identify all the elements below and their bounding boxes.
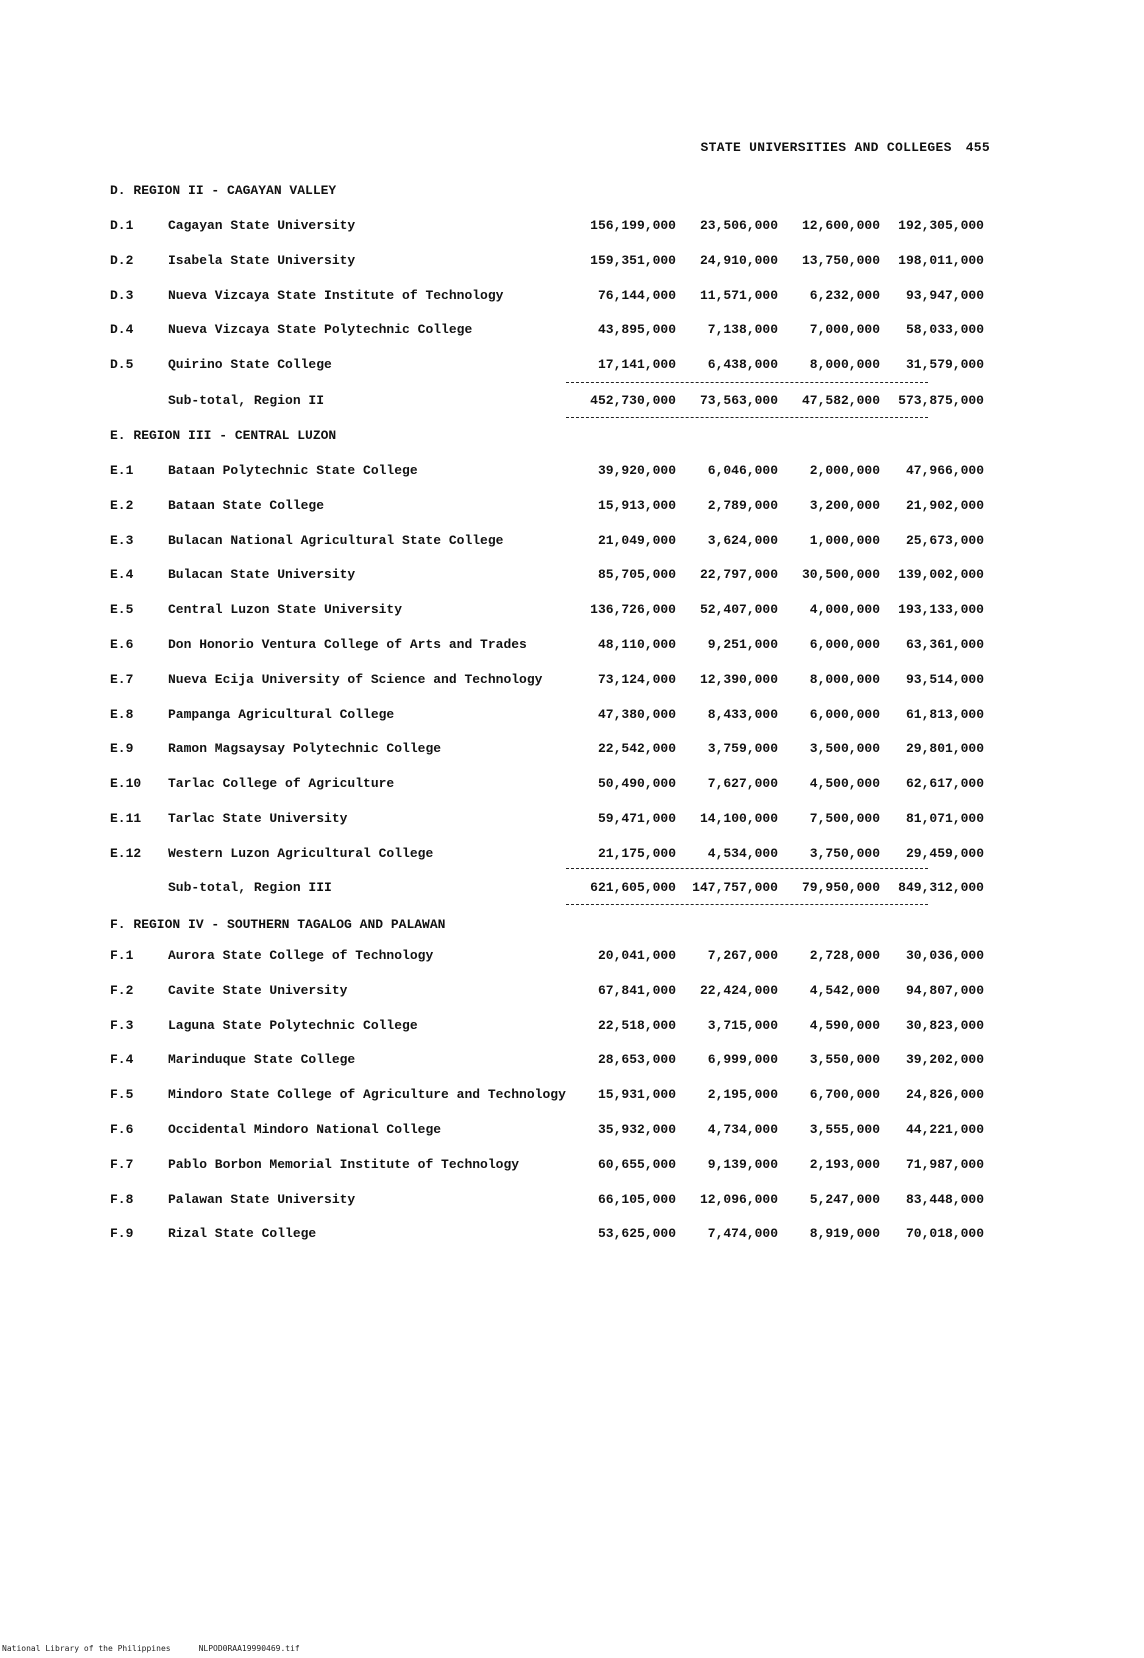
row-code: E.4 [110, 567, 134, 583]
amount-col-2: 2,195,000 [707, 1087, 778, 1103]
amount-col-2: 22,797,000 [699, 567, 778, 583]
table-row [0, 533, 1144, 555]
table-row [0, 983, 1144, 1005]
amount-col-1: 21,049,000 [597, 532, 676, 548]
amount-col-4: 81,071,000 [905, 811, 984, 826]
amount-col-2: 12,096,000 [699, 1191, 778, 1207]
amount-col-3: 3,200,000 [809, 497, 880, 513]
row-code: E.7 [110, 671, 134, 687]
table-row [0, 948, 1144, 970]
institution-name: Marinduque State College [168, 1052, 356, 1068]
table-row [0, 637, 1144, 659]
amount-col-4: 39,202,000 [905, 1052, 984, 1068]
amount-col-1: 159,351,000 [590, 252, 676, 268]
row-code: F.4 [110, 1052, 134, 1068]
row-code: D.5 [110, 357, 134, 373]
amount-col-2: 9,139,000 [707, 1156, 778, 1172]
amount-col-3: 5,247,000 [809, 1191, 880, 1207]
row-code: F.1 [110, 948, 134, 963]
row-code: E.11 [110, 811, 142, 826]
institution-name: Bulacan State University [168, 567, 356, 583]
amount-col-4: 193,133,000 [898, 602, 984, 618]
amount-col-2: 6,046,000 [707, 463, 778, 478]
amount-col-4: 21,902,000 [905, 497, 984, 513]
amount-col-3: 6,000,000 [809, 637, 880, 652]
institution-name: Pampanga Agricultural College [168, 706, 395, 722]
amount-col-4: 30,036,000 [905, 948, 984, 963]
amount-col-4: 93,947,000 [905, 287, 984, 303]
table-row [0, 741, 1144, 763]
amount-col-2: 2,789,000 [707, 497, 778, 513]
amount-col-3: 12,600,000 [801, 218, 880, 233]
amount-col-4: 47,966,000 [905, 463, 984, 478]
amount-col-1: 39,920,000 [597, 463, 676, 478]
table-row [0, 776, 1144, 798]
amount-col-3: 2,728,000 [809, 948, 880, 963]
amount-col-3: 4,542,000 [809, 982, 880, 998]
amount-col-4: 63,361,000 [905, 637, 984, 652]
amount-col-1: 76,144,000 [597, 287, 676, 303]
amount-col-1: 28,653,000 [597, 1052, 676, 1068]
amount-col-3: 3,750,000 [809, 845, 880, 861]
table-row [0, 1122, 1144, 1144]
amount-col-1: 47,380,000 [597, 706, 676, 722]
table-row [0, 218, 1144, 240]
table-row [0, 811, 1144, 833]
amount-col-2: 3,624,000 [707, 532, 778, 548]
amount-col-4: 192,305,000 [898, 218, 984, 233]
amount-col-4: 94,807,000 [905, 982, 984, 998]
amount-col-1: 452,730,000 [590, 393, 676, 408]
institution-name: Laguna State Polytechnic College [168, 1017, 418, 1033]
table-row [0, 567, 1144, 589]
row-code: F.7 [110, 1156, 134, 1172]
institution-name: Pablo Borbon Memorial Institute of Technology [168, 1156, 520, 1172]
header-title: STATE UNIVERSITIES AND COLLEGES [700, 140, 952, 155]
amount-col-4: 93,514,000 [905, 671, 984, 687]
total-rule [566, 382, 928, 383]
institution-name: Bataan State College [168, 497, 325, 513]
row-code: D.3 [110, 287, 134, 303]
institution-name: Nueva Vizcaya State Institute of Technology [168, 287, 504, 303]
amount-col-2: 6,438,000 [707, 357, 778, 373]
amount-col-1: 21,175,000 [597, 845, 676, 861]
table-row [0, 1157, 1144, 1179]
amount-col-4: 29,459,000 [905, 845, 984, 861]
amount-col-2: 73,563,000 [699, 393, 778, 408]
amount-col-1: 15,931,000 [597, 1087, 676, 1103]
table-row [0, 1018, 1144, 1040]
row-code: D.4 [110, 322, 134, 338]
institution-name: Tarlac College of Agriculture [168, 776, 395, 792]
amount-col-3: 3,555,000 [809, 1122, 880, 1137]
amount-col-2: 24,910,000 [699, 252, 778, 268]
row-code: F.3 [110, 1017, 134, 1033]
institution-name: Bataan Polytechnic State College [168, 463, 418, 478]
row-code: D.1 [110, 218, 134, 233]
amount-col-4: 198,011,000 [898, 252, 984, 268]
amount-col-3: 79,950,000 [801, 880, 880, 895]
amount-col-2: 23,506,000 [699, 218, 778, 233]
institution-name: Nueva Vizcaya State Polytechnic College [168, 322, 473, 338]
amount-col-3: 47,582,000 [801, 393, 880, 408]
amount-col-3: 6,700,000 [809, 1087, 880, 1103]
footer-library: National Library of the Philippines [2, 1644, 171, 1653]
amount-col-3: 7,500,000 [809, 811, 880, 826]
total-rule [566, 868, 928, 869]
row-code: E.12 [110, 845, 142, 861]
amount-col-2: 22,424,000 [699, 982, 778, 998]
page-number: 455 [965, 140, 990, 155]
amount-col-2: 4,734,000 [707, 1122, 778, 1137]
amount-col-1: 73,124,000 [597, 671, 676, 687]
institution-name: Ramon Magsaysay Polytechnic College [168, 741, 442, 757]
amount-col-4: 70,018,000 [905, 1226, 984, 1242]
amount-col-3: 2,000,000 [809, 463, 880, 478]
region-heading: E. REGION III - CENTRAL LUZON [110, 428, 337, 443]
amount-col-1: 621,605,000 [590, 880, 676, 895]
amount-col-1: 59,471,000 [597, 811, 676, 826]
amount-col-1: 17,141,000 [597, 357, 676, 373]
total-rule [566, 904, 928, 905]
row-code: F.9 [110, 1226, 134, 1242]
table-row [0, 1052, 1144, 1074]
amount-col-1: 60,655,000 [597, 1156, 676, 1172]
amount-col-2: 9,251,000 [707, 637, 778, 652]
amount-col-4: 29,801,000 [905, 741, 984, 757]
amount-col-3: 30,500,000 [801, 567, 880, 583]
amount-col-4: 71,987,000 [905, 1156, 984, 1172]
amount-col-3: 4,500,000 [809, 776, 880, 792]
row-code: E.1 [110, 463, 134, 478]
amount-col-4: 62,617,000 [905, 776, 984, 792]
table-row [0, 1226, 1144, 1248]
table-row [0, 253, 1144, 275]
amount-col-1: 20,041,000 [597, 948, 676, 963]
amount-col-1: 53,625,000 [597, 1226, 676, 1242]
amount-col-1: 22,542,000 [597, 741, 676, 757]
institution-name: Tarlac State University [168, 811, 348, 826]
amount-col-4: 25,673,000 [905, 532, 984, 548]
amount-col-4: 139,002,000 [898, 567, 984, 583]
amount-col-4: 30,823,000 [905, 1017, 984, 1033]
footer-file: NLPOD0RAA19990469.tif [198, 1644, 300, 1653]
table-row [0, 288, 1144, 310]
row-code: E.3 [110, 532, 134, 548]
amount-col-3: 1,000,000 [809, 532, 880, 548]
amount-col-2: 11,571,000 [699, 287, 778, 303]
amount-col-2: 14,100,000 [699, 811, 778, 826]
amount-col-1: 48,110,000 [597, 637, 676, 652]
amount-col-3: 7,000,000 [809, 322, 880, 338]
amount-col-2: 4,534,000 [707, 845, 778, 861]
subtotal-label: Sub-total, Region III [168, 880, 332, 895]
subtotal-row [0, 393, 1144, 415]
institution-name: Rizal State College [168, 1226, 317, 1242]
row-code: F.2 [110, 982, 134, 998]
row-code: E.2 [110, 497, 134, 513]
amount-col-4: 58,033,000 [905, 322, 984, 338]
amount-col-3: 3,550,000 [809, 1052, 880, 1068]
amount-col-4: 24,826,000 [905, 1087, 984, 1103]
row-code: D.2 [110, 252, 134, 268]
amount-col-4: 83,448,000 [905, 1191, 984, 1207]
table-row [0, 1192, 1144, 1214]
row-code: F.6 [110, 1122, 134, 1137]
amount-col-3: 4,000,000 [809, 602, 880, 618]
subtotal-label: Sub-total, Region II [168, 393, 325, 408]
amount-col-3: 6,000,000 [809, 706, 880, 722]
amount-col-2: 12,390,000 [699, 671, 778, 687]
institution-name: Bulacan National Agricultural State College [168, 532, 504, 548]
institution-name: Isabela State University [168, 252, 356, 268]
amount-col-1: 15,913,000 [597, 497, 676, 513]
amount-col-1: 85,705,000 [597, 567, 676, 583]
amount-col-2: 52,407,000 [699, 602, 778, 618]
row-code: F.5 [110, 1087, 134, 1103]
amount-col-3: 2,193,000 [809, 1156, 880, 1172]
amount-col-1: 156,199,000 [590, 218, 676, 233]
amount-col-2: 7,474,000 [707, 1226, 778, 1242]
institution-name: Cavite State University [168, 982, 348, 998]
amount-col-2: 7,138,000 [707, 322, 778, 338]
amount-col-3: 8,000,000 [809, 671, 880, 687]
amount-col-2: 147,757,000 [692, 880, 778, 895]
amount-col-2: 7,627,000 [707, 776, 778, 792]
amount-col-2: 3,715,000 [707, 1017, 778, 1033]
institution-name: Western Luzon Agricultural College [168, 845, 434, 861]
amount-col-1: 50,490,000 [597, 776, 676, 792]
amount-col-3: 13,750,000 [801, 252, 880, 268]
amount-col-1: 43,895,000 [597, 322, 676, 338]
amount-col-4: 849,312,000 [898, 880, 984, 895]
subtotal-row [0, 880, 1144, 902]
institution-name: Aurora State College of Technology [168, 948, 434, 963]
amount-col-4: 44,221,000 [905, 1122, 984, 1137]
amount-col-2: 3,759,000 [707, 741, 778, 757]
table-row [0, 602, 1144, 624]
region-heading: F. REGION IV - SOUTHERN TAGALOG AND PALAWAN [110, 917, 446, 932]
amount-col-1: 67,841,000 [597, 982, 676, 998]
amount-col-3: 8,000,000 [809, 357, 880, 373]
row-code: F.8 [110, 1191, 134, 1207]
amount-col-2: 6,999,000 [707, 1052, 778, 1068]
total-rule [566, 417, 928, 418]
amount-col-3: 6,232,000 [809, 287, 880, 303]
row-code: E.6 [110, 637, 134, 652]
amount-col-3: 8,919,000 [809, 1226, 880, 1242]
amount-col-4: 573,875,000 [898, 393, 984, 408]
amount-col-1: 35,932,000 [597, 1122, 676, 1137]
amount-col-1: 136,726,000 [590, 602, 676, 618]
row-code: E.10 [110, 776, 142, 792]
amount-col-3: 4,590,000 [809, 1017, 880, 1033]
table-row [0, 322, 1144, 344]
row-code: E.8 [110, 706, 134, 722]
amount-col-1: 66,105,000 [597, 1191, 676, 1207]
institution-name: Occidental Mindoro National College [168, 1122, 442, 1137]
table-row [0, 463, 1144, 485]
institution-name: Nueva Ecija University of Science and Technology [168, 671, 543, 687]
table-row [0, 1087, 1144, 1109]
row-code: E.9 [110, 741, 134, 757]
amount-col-2: 8,433,000 [707, 706, 778, 722]
institution-name: Quirino State College [168, 357, 332, 373]
region-heading: D. REGION II - CAGAYAN VALLEY [110, 183, 337, 198]
institution-name: Mindoro State College of Agriculture and Technology [168, 1087, 566, 1103]
row-code: E.5 [110, 602, 134, 618]
table-row [0, 672, 1144, 694]
institution-name: Central Luzon State University [168, 602, 403, 618]
scan-footer [2, 1644, 328, 1653]
amount-col-4: 61,813,000 [905, 706, 984, 722]
institution-name: Don Honorio Ventura College of Arts and Trades [168, 637, 527, 652]
amount-col-3: 3,500,000 [809, 741, 880, 757]
institution-name: Cagayan State University [168, 218, 356, 233]
table-row [0, 846, 1144, 868]
table-row [0, 357, 1144, 379]
institution-name: Palawan State University [168, 1191, 356, 1207]
amount-col-4: 31,579,000 [905, 357, 984, 373]
running-header [0, 140, 990, 155]
amount-col-1: 22,518,000 [597, 1017, 676, 1033]
amount-col-2: 7,267,000 [707, 948, 778, 963]
table-row [0, 498, 1144, 520]
table-row [0, 707, 1144, 729]
